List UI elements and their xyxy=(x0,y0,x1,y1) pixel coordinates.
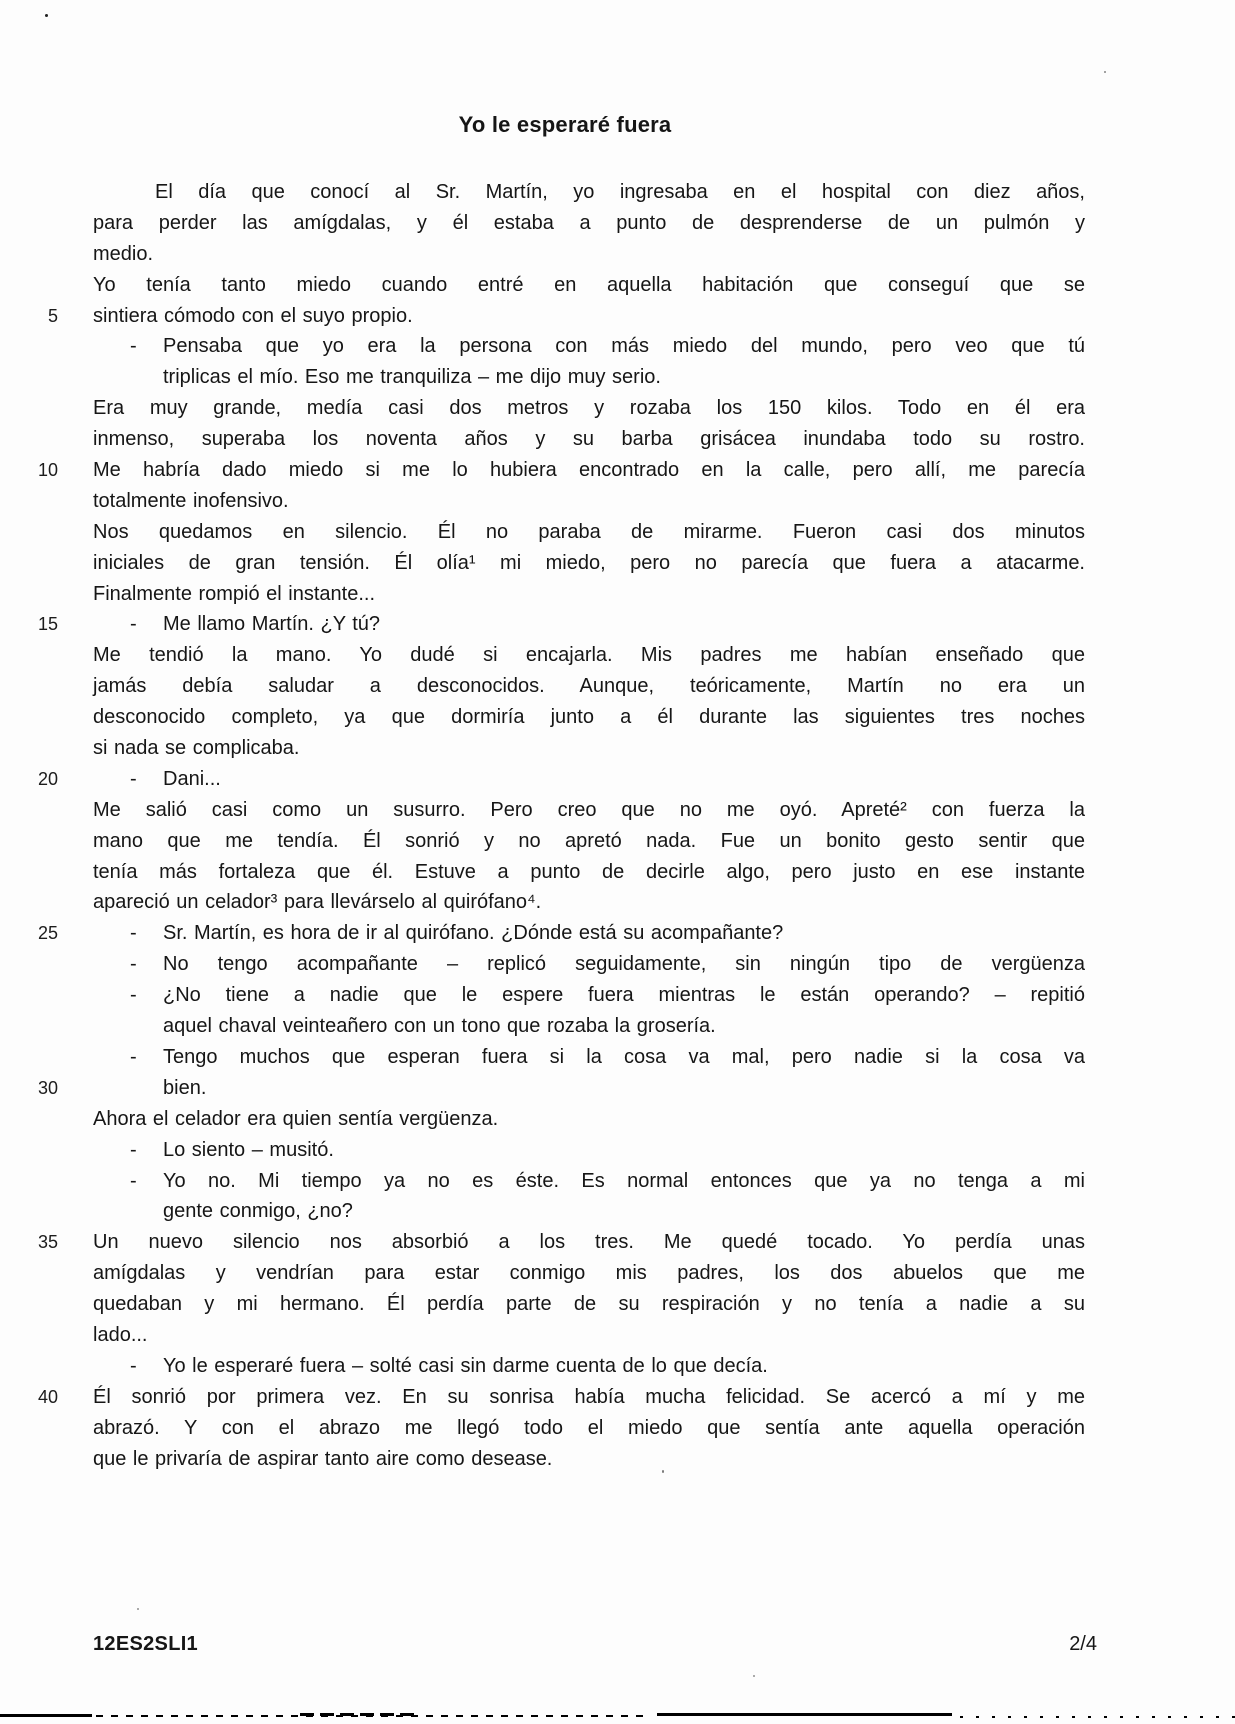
line-text: Nos quedamos en silencio. Él no paraba de mirarme. Fueron casi dos minutos xyxy=(93,520,1085,543)
line-text: quedaban y mi hermano. Él perdía parte de su respiración y no tenía a nadie a su xyxy=(93,1293,1085,1316)
text-line xyxy=(0,1166,1235,1197)
line-text-wrap xyxy=(93,548,1085,579)
line-text-wrap xyxy=(93,857,1085,888)
line-text: aquel chaval veinteañero con un tono que rozaba la grosería. xyxy=(163,1015,716,1038)
text-line xyxy=(0,640,1235,671)
text-line xyxy=(0,1289,1235,1320)
line-text-wrap xyxy=(93,517,1085,548)
line-text: No tengo acompañante – replicó seguidamente, sin ningún tipo de vergüenza xyxy=(163,953,1085,976)
line-text-wrap xyxy=(93,1135,1085,1166)
line-number: 20 xyxy=(37,768,58,789)
dialogue-dash-icon: - xyxy=(130,335,137,358)
text-line xyxy=(0,1444,1235,1475)
line-text-wrap xyxy=(93,177,1085,208)
text-line xyxy=(0,548,1235,579)
dialogue-dash-icon: - xyxy=(130,1354,137,1377)
line-text: Dani... xyxy=(163,767,221,790)
line-text: Yo tenía tanto miedo cuando entré en aquella habitación que conseguí que se xyxy=(93,273,1085,296)
scan-speck xyxy=(753,1675,755,1677)
line-text-wrap xyxy=(93,362,1085,393)
text-line xyxy=(0,764,1235,795)
line-text: Tengo muchos que esperan fuera si la cosa va mal, pero nadie si la cosa va xyxy=(163,1045,1085,1068)
line-text-wrap xyxy=(93,1382,1085,1413)
text-line xyxy=(0,1135,1235,1166)
text-line xyxy=(0,1320,1235,1351)
line-text-wrap xyxy=(93,1104,1085,1135)
line-text-wrap xyxy=(93,1073,1085,1104)
line-text-wrap xyxy=(93,733,1085,764)
text-line xyxy=(0,609,1235,640)
line-text: para perder las amígdalas, y él estaba a punto de desprenderse de un pulmón y xyxy=(93,211,1085,234)
dialogue-dash-icon: - xyxy=(130,767,137,790)
text-line xyxy=(0,671,1235,702)
footer xyxy=(93,1633,1097,1659)
text-line xyxy=(0,1042,1235,1073)
line-text-wrap xyxy=(93,331,1085,362)
text-line xyxy=(0,239,1235,270)
line-text: si nada se complicaba. xyxy=(93,737,300,760)
line-text: abrazó. Y con el abrazo me llegó todo el miedo que sentía ante aquella operación xyxy=(93,1416,1085,1439)
line-text: Me salió casi como un susurro. Pero creo que no me oyó. Apreté² con fuerza la xyxy=(93,798,1085,821)
scan-speck xyxy=(45,14,48,17)
scan-line-segment xyxy=(960,1716,1235,1718)
text-line xyxy=(0,857,1235,888)
line-text-wrap xyxy=(93,301,1085,332)
line-number: 40 xyxy=(37,1386,58,1407)
line-text: gente conmigo, ¿no? xyxy=(163,1200,353,1223)
line-text-wrap xyxy=(93,424,1085,455)
line-text: Me llamo Martín. ¿Y tú? xyxy=(163,613,381,636)
line-text: Ahora el celador era quien sentía vergüenza. xyxy=(93,1107,499,1130)
line-number: 35 xyxy=(37,1232,58,1253)
text-line xyxy=(0,393,1235,424)
line-text: mano que me tendía. Él sonrió y no apretó nada. Fue un bonito gesto sentir que xyxy=(93,829,1085,852)
text-line xyxy=(0,1104,1235,1135)
line-text-wrap xyxy=(93,486,1085,517)
dialogue-dash-icon: - xyxy=(130,922,137,945)
line-text-wrap xyxy=(93,1351,1085,1382)
line-text-wrap xyxy=(93,239,1085,270)
scan-speck xyxy=(137,1608,139,1610)
line-text: Sr. Martín, es hora de ir al quirófano. ¿Dónde está su acompañante? xyxy=(163,922,784,945)
line-text-wrap xyxy=(93,270,1085,301)
line-text-wrap xyxy=(93,393,1085,424)
line-text-wrap xyxy=(93,1011,1085,1042)
text-line xyxy=(0,795,1235,826)
line-text: Finalmente rompió el instante... xyxy=(93,582,376,605)
line-text-wrap xyxy=(93,887,1085,918)
text-line xyxy=(0,362,1235,393)
line-text: Yo no. Mi tiempo ya no es éste. Es normal entonces que ya no tenga a mi xyxy=(163,1169,1085,1192)
text-line xyxy=(0,208,1235,239)
dialogue-dash-icon: - xyxy=(130,984,137,1007)
line-text: jamás debía saludar a desconocidos. Aunque, teóricamente, Martín no era un xyxy=(93,675,1085,698)
text-line xyxy=(0,424,1235,455)
text-line xyxy=(0,579,1235,610)
text-line xyxy=(0,301,1235,332)
line-text: El día que conocí al Sr. Martín, yo ingresaba en el hospital con diez años, xyxy=(155,181,1085,203)
text-line xyxy=(0,331,1235,362)
line-text: desconocido completo, ya que dormiría junto a él durante las siguientes tres noches xyxy=(93,706,1085,729)
line-text-wrap xyxy=(93,1258,1085,1289)
page-number: 2/4 xyxy=(1069,1633,1097,1655)
text-line xyxy=(0,1011,1235,1042)
line-text-wrap xyxy=(93,671,1085,702)
text-line xyxy=(0,1413,1235,1444)
line-text-wrap xyxy=(93,795,1085,826)
scan-speck xyxy=(662,1470,664,1473)
text-line xyxy=(0,1382,1235,1413)
scan-line-segment xyxy=(657,1713,952,1716)
line-text: Era muy grande, medía casi dos metros y rozaba los 150 kilos. Todo en él era xyxy=(93,397,1085,420)
line-number: 5 xyxy=(47,305,58,326)
line-text: triplicas el mío. Eso me tranquiliza – me dijo muy serio. xyxy=(163,366,661,389)
page-title: Yo le esperaré fuera xyxy=(458,112,672,137)
line-text: amígdalas y vendrían para estar conmigo mis padres, los dos abuelos que me xyxy=(93,1262,1085,1285)
line-text-wrap xyxy=(93,609,1085,640)
text-line xyxy=(0,1258,1235,1289)
line-text: bien. xyxy=(163,1076,207,1099)
text-line xyxy=(0,1196,1235,1227)
line-text-wrap xyxy=(93,455,1085,486)
document-code: 12ES2SLI1 xyxy=(93,1633,198,1655)
line-text: apareció un celador³ para llevárselo al quirófano⁴. xyxy=(93,891,542,914)
dialogue-dash-icon: - xyxy=(130,1138,137,1161)
line-text: iniciales de gran tensión. Él olía¹ mi miedo, pero no parecía que fuera a atacarme. xyxy=(93,551,1085,574)
text-line xyxy=(0,177,1235,208)
text-line xyxy=(0,270,1235,301)
line-text-wrap xyxy=(93,1042,1085,1073)
text-line xyxy=(0,1073,1235,1104)
text-line xyxy=(0,918,1235,949)
dialogue-dash-icon: - xyxy=(130,953,137,976)
line-text-wrap xyxy=(93,1413,1085,1444)
line-text-wrap xyxy=(93,918,1085,949)
text-line xyxy=(0,949,1235,980)
line-number: 30 xyxy=(37,1077,58,1098)
dialogue-dash-icon: - xyxy=(130,1169,137,1192)
line-text-wrap xyxy=(93,640,1085,671)
line-text-wrap xyxy=(93,579,1085,610)
scan-line-segment xyxy=(300,1713,420,1716)
line-number: 10 xyxy=(37,460,58,481)
line-text-wrap xyxy=(93,1196,1085,1227)
text-line xyxy=(0,733,1235,764)
text-line xyxy=(0,980,1235,1011)
line-text: Me tendió la mano. Yo dudé si encajarla. Mis padres me habían enseñado que xyxy=(93,644,1085,667)
line-text: inmenso, superaba los noventa años y su barba grisácea inundaba todo su rostro. xyxy=(93,428,1085,451)
text-line xyxy=(0,887,1235,918)
line-text: Pensaba que yo era la persona con más miedo del mundo, pero veo que tú xyxy=(163,335,1085,358)
line-text: totalmente inofensivo. xyxy=(93,489,289,512)
line-text: Yo le esperaré fuera – solté casi sin darme cuenta de lo que decía. xyxy=(163,1354,768,1377)
line-text-wrap xyxy=(93,826,1085,857)
line-text-wrap xyxy=(93,764,1085,795)
text-line xyxy=(0,486,1235,517)
line-text-wrap xyxy=(93,1227,1085,1258)
text-line xyxy=(0,702,1235,733)
line-text-wrap xyxy=(93,1289,1085,1320)
text-line xyxy=(0,1351,1235,1382)
text-line xyxy=(0,1227,1235,1258)
line-text-wrap xyxy=(93,1444,1085,1475)
line-text: Me habría dado miedo si me lo hubiera encontrado en la calle, pero allí, me parecía xyxy=(93,459,1085,482)
line-text: Él sonrió por primera vez. En su sonrisa había mucha felicidad. Se acercó a mí y me xyxy=(93,1385,1085,1408)
line-number: 25 xyxy=(37,923,58,944)
text-body xyxy=(0,177,1235,1474)
line-text: tenía más fortaleza que él. Estuve a punto de decirle algo, pero justo en ese instante xyxy=(93,860,1085,883)
line-text-wrap xyxy=(93,208,1085,239)
line-text-wrap xyxy=(93,702,1085,733)
line-text: Un nuevo silencio nos absorbió a los tres. Me quedé tocado. Yo perdía unas xyxy=(93,1231,1085,1254)
line-text-wrap xyxy=(93,980,1085,1011)
line-text: que le privaría de aspirar tanto aire como desease. xyxy=(93,1447,553,1470)
line-number: 15 xyxy=(37,614,58,635)
scan-speck xyxy=(1104,71,1106,73)
line-text-wrap xyxy=(93,1166,1085,1197)
dialogue-dash-icon: - xyxy=(130,1045,137,1068)
text-line xyxy=(0,455,1235,486)
line-text: lado... xyxy=(93,1323,148,1346)
line-text: Lo siento – musitó. xyxy=(163,1138,334,1161)
line-text: ¿No tiene a nadie que le espere fuera mientras le están operando? – repitió xyxy=(163,984,1085,1007)
line-text-wrap xyxy=(93,1320,1085,1351)
text-line xyxy=(0,826,1235,857)
line-text: sintiera cómodo con el suyo propio. xyxy=(93,304,413,327)
line-text-wrap xyxy=(93,949,1085,980)
scan-line-segment xyxy=(0,1714,92,1717)
line-text: medio. xyxy=(93,242,154,265)
text-line xyxy=(0,517,1235,548)
dialogue-dash-icon: - xyxy=(130,613,137,636)
